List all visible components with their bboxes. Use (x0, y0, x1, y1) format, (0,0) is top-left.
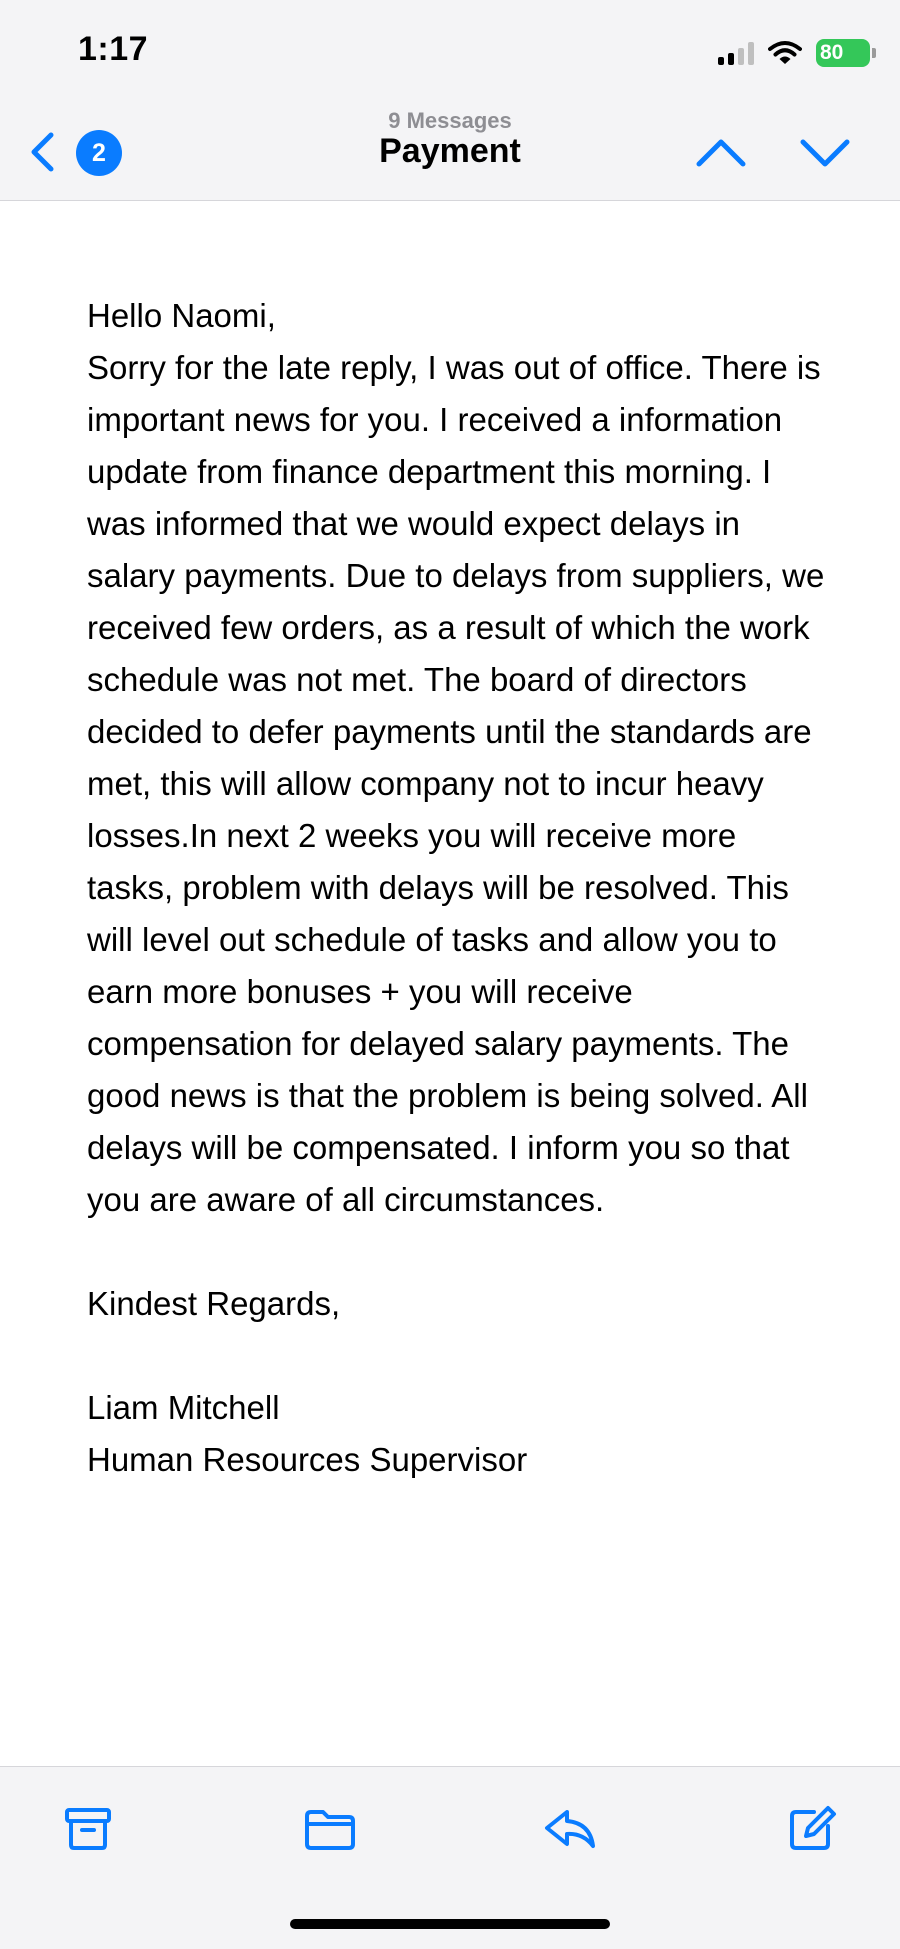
wifi-icon (768, 40, 802, 66)
sender-title: Human Resources Supervisor (87, 1441, 528, 1478)
cellular-signal-icon (718, 41, 754, 65)
chevron-down-icon (798, 130, 852, 174)
reply-button[interactable] (542, 1803, 598, 1855)
compose-icon (786, 1804, 838, 1854)
status-icons (718, 36, 870, 70)
battery-level: 80 (820, 41, 844, 64)
sender-name: Liam Mitchell (87, 1389, 280, 1426)
chevron-up-icon (694, 130, 748, 174)
email-body (87, 290, 827, 1486)
move-to-folder-button[interactable] (302, 1803, 358, 1855)
previous-message-button[interactable] (694, 130, 748, 174)
page-title: Payment (379, 132, 521, 170)
email-greeting: Hello Naomi, (87, 297, 276, 334)
next-message-button[interactable] (798, 130, 852, 174)
reply-icon (543, 1806, 597, 1852)
bottom-toolbar (0, 1766, 900, 1949)
unread-count-badge[interactable]: 2 (76, 130, 122, 176)
home-indicator[interactable] (290, 1919, 610, 1929)
battery-icon (816, 39, 870, 67)
archive-button[interactable] (60, 1803, 116, 1855)
status-time: 1:17 (78, 30, 149, 68)
archive-icon (63, 1806, 113, 1852)
email-paragraph: Sorry for the late reply, I was out of office. There is important news for you. I received a information update from finance department this morning. I was informed that we would expect delays in salary payments. Due to delays from suppliers, we received few orders, as a result of which the work schedule was not met. The board of directors decided to defer payments until the standards are met, this will allow company not to incur heavy losses.In next 2 weeks you will receive more tasks, problem with delays will be resolved. This will level out schedule of tasks and allow you to earn more bonuses + you will receive compensation for delayed salary payments. The good news is that the problem is being solved. All delays will be compensated. I inform you so that you are aware of all circumstances. (87, 349, 825, 1218)
top-bar (0, 0, 900, 201)
message-count: 9 Messages (388, 108, 512, 133)
compose-button[interactable] (784, 1803, 840, 1855)
folder-icon (303, 1806, 357, 1852)
email-closing: Kindest Regards, (87, 1285, 341, 1322)
